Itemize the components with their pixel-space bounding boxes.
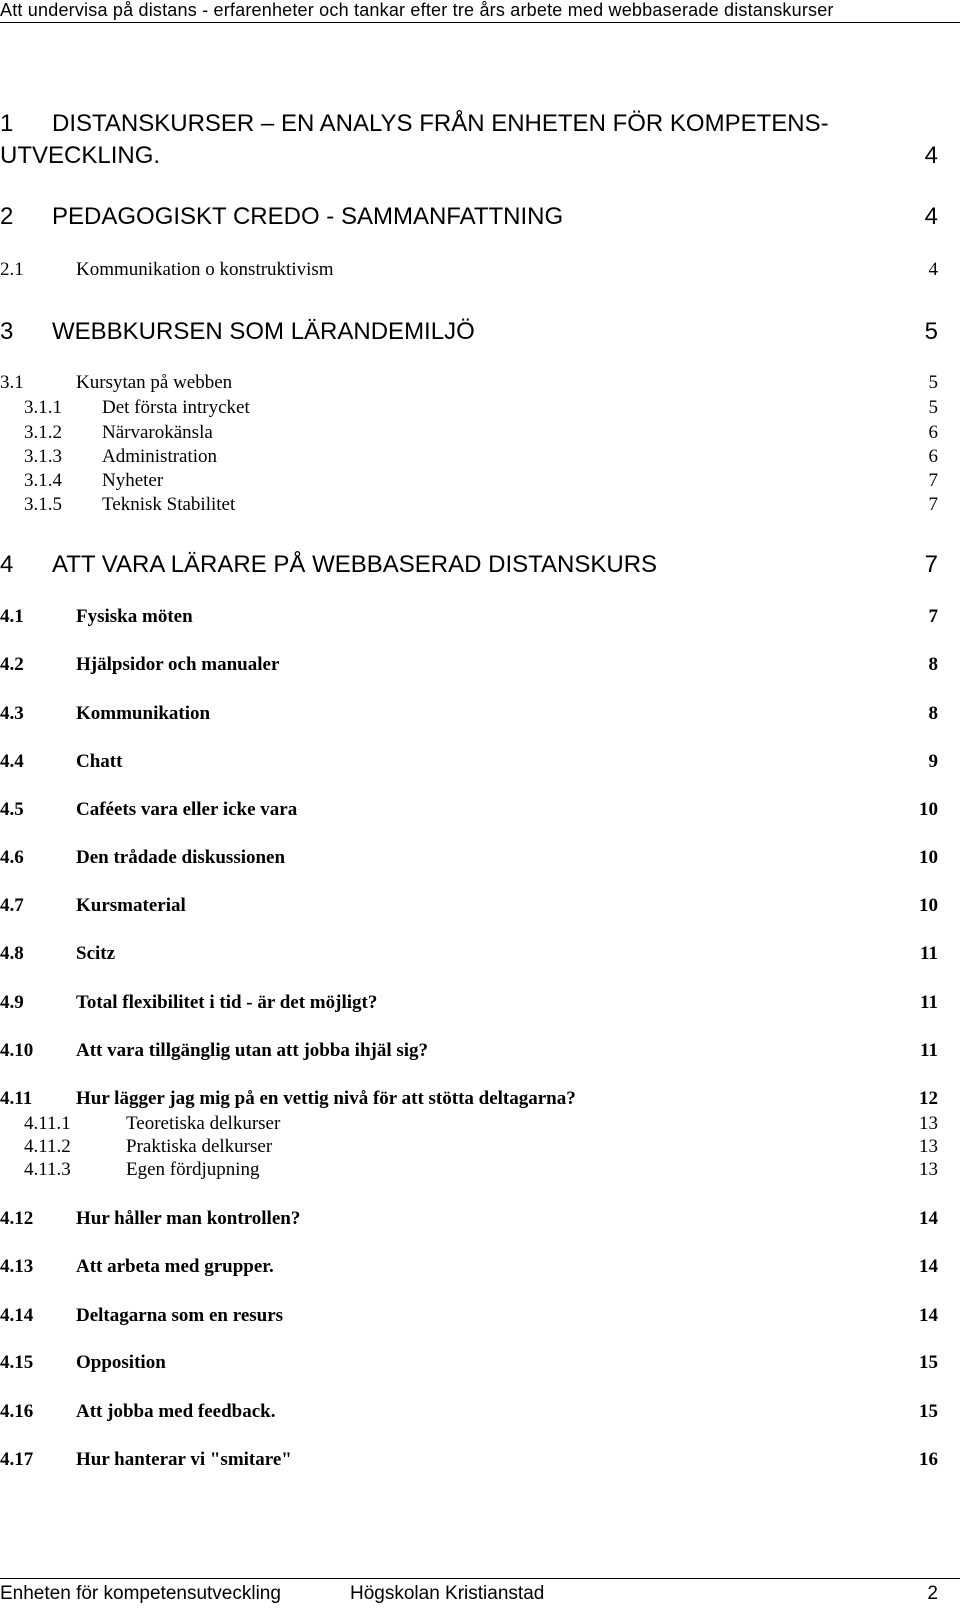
toc-entry-title: Att arbeta med grupper. xyxy=(76,1256,274,1277)
toc-entry-number: 4.8 xyxy=(0,943,24,964)
toc-entry-title: Kursmaterial xyxy=(76,895,186,916)
toc-entry-title: Caféets vara eller icke vara xyxy=(76,799,298,820)
toc-entry-title: Egen fördjupning xyxy=(126,1159,260,1180)
toc-entry-number: 4.10 xyxy=(0,1040,34,1061)
toc-entry-number: 4.11 xyxy=(0,1088,33,1109)
toc-entry-title: Det första intrycket xyxy=(102,397,250,418)
toc-entry-number: 4.15 xyxy=(0,1352,34,1373)
toc-entry-title: Administration xyxy=(102,446,218,467)
toc-entry-page: 15 xyxy=(919,1352,938,1373)
toc-entry-page: 4 xyxy=(924,142,938,169)
toc-entry-title-continued: UTVECKLING. xyxy=(0,142,161,169)
toc-entry-number: 2 xyxy=(0,203,14,230)
toc-entry-number: 4.5 xyxy=(0,799,24,820)
toc-entry-page: 5 xyxy=(928,397,938,418)
toc-entry-number: 4.6 xyxy=(0,847,24,868)
toc-entry-page: 5 xyxy=(924,318,938,345)
toc-entry-number: 4.13 xyxy=(0,1256,34,1277)
toc-entry-number: 4.1 xyxy=(0,606,24,627)
toc-entry-title: Teknisk Stabilitet xyxy=(102,494,236,515)
toc-entry-page: 4 xyxy=(924,203,938,230)
toc-entry-title: Scitz xyxy=(76,943,116,964)
footer-university: Högskolan Kristianstad xyxy=(350,1583,545,1604)
toc-entry-page: 7 xyxy=(928,494,938,515)
toc-entry-title: Närvarokänsla xyxy=(102,422,213,443)
toc-entry-number: 4.9 xyxy=(0,992,24,1013)
toc-entry-title: PEDAGOGISKT CREDO - SAMMANFATTNING xyxy=(52,203,564,230)
toc-entry-page: 8 xyxy=(928,703,938,724)
toc-entry-title: Hur lägger jag mig på en vettig nivå för att stötta deltagarna? xyxy=(76,1088,576,1109)
toc-entry-page: 13 xyxy=(919,1136,938,1157)
toc-entry-page: 16 xyxy=(919,1449,938,1470)
toc-entry-page: 10 xyxy=(919,895,938,916)
toc-entry-number: 4 xyxy=(0,551,14,578)
toc-entry-number: 4.11.1 xyxy=(24,1113,71,1134)
toc-entry-number: 3 xyxy=(0,318,14,345)
footer-page-number: 2 xyxy=(927,1583,938,1604)
toc-entry-title: Den trådade diskussionen xyxy=(76,847,286,868)
toc-entry-page: 4 xyxy=(928,259,938,280)
toc-entry-page: 7 xyxy=(928,606,938,627)
toc-entry-page: 14 xyxy=(919,1305,938,1326)
toc-entry-number: 3.1.3 xyxy=(24,446,62,467)
toc-entry-number: 1 xyxy=(0,110,14,137)
toc-entry-number: 4.12 xyxy=(0,1208,34,1229)
toc-entry-number: 4.14 xyxy=(0,1305,34,1326)
footer-department: Enheten för kompetensutveckling xyxy=(0,1583,281,1604)
toc-entry-title: ATT VARA LÄRARE PÅ WEBBASERAD DISTANSKURS xyxy=(52,551,658,578)
toc-entry-title: Nyheter xyxy=(102,470,164,491)
toc-entry-title: Praktiska delkurser xyxy=(126,1136,273,1157)
toc-entry-number: 4.2 xyxy=(0,654,24,675)
toc-entry-page: 5 xyxy=(928,372,938,393)
toc-entry-page: 11 xyxy=(920,992,938,1013)
toc-entry-number: 3.1.5 xyxy=(24,494,62,515)
toc-entry-page: 13 xyxy=(919,1159,938,1180)
toc-entry-page: 13 xyxy=(919,1113,938,1134)
toc-entry-number: 4.11.3 xyxy=(24,1159,71,1180)
toc-entry-number: 4.11.2 xyxy=(24,1136,71,1157)
toc-entry-number: 3.1 xyxy=(0,372,24,393)
toc-entry-title: Att jobba med feedback. xyxy=(76,1401,276,1422)
toc-entry-title: Hur hanterar vi "smitare" xyxy=(76,1449,292,1470)
toc-entry-page: 6 xyxy=(928,422,938,443)
toc-entry-number: 4.16 xyxy=(0,1401,34,1422)
toc-entry-title: Hur håller man kontrollen? xyxy=(76,1208,301,1229)
toc-entry-number: 4.17 xyxy=(0,1449,34,1470)
running-header: Att undervisa på distans - erfarenheter och tankar efter tre års arbete med webbaserade distanskurser xyxy=(0,0,834,20)
toc-entry-page: 14 xyxy=(919,1208,938,1229)
toc-entry-number: 3.1.4 xyxy=(24,470,62,491)
toc-entry-number: 4.3 xyxy=(0,703,24,724)
toc-entry-page: 7 xyxy=(924,551,938,578)
toc-entry-page: 8 xyxy=(928,654,938,675)
toc-entry-page: 6 xyxy=(928,446,938,467)
toc-entry-title: DISTANSKURSER – EN ANALYS FRÅN ENHETEN FÖR KOMPETENS- xyxy=(52,110,829,137)
footer-divider xyxy=(0,1578,960,1579)
toc-entry-title: Deltagarna som en resurs xyxy=(76,1305,284,1326)
toc-entry-title: Chatt xyxy=(76,751,123,772)
toc-entry-title: Kursytan på webben xyxy=(76,372,233,393)
toc-entry-title: Teoretiska delkurser xyxy=(126,1113,281,1134)
toc-entry-number: 3.1.1 xyxy=(24,397,62,418)
toc-entry-page: 11 xyxy=(920,943,938,964)
toc-entry-title: Total flexibilitet i tid - är det möjligt? xyxy=(76,992,378,1013)
toc-entry-number: 3.1.2 xyxy=(24,422,62,443)
toc-entry-page: 11 xyxy=(920,1040,938,1061)
toc-entry-title: Opposition xyxy=(76,1352,166,1373)
toc-entry-page: 14 xyxy=(919,1256,938,1277)
toc-entry-number: 2.1 xyxy=(0,259,24,280)
toc-entry-page: 10 xyxy=(919,799,938,820)
toc-entry-page: 12 xyxy=(919,1088,938,1109)
toc-entry-number: 4.4 xyxy=(0,751,24,772)
toc-entry-title: Kommunikation xyxy=(76,703,211,724)
toc-entry-page: 7 xyxy=(928,470,938,491)
toc-entry-title: Kommunikation o konstruktivism xyxy=(76,259,334,280)
toc-entry-number: 4.7 xyxy=(0,895,24,916)
toc-entry-page: 9 xyxy=(928,751,938,772)
toc-entry-title: Att vara tillgänglig utan att jobba ihjäl sig? xyxy=(76,1040,429,1061)
toc-entry-page: 15 xyxy=(919,1401,938,1422)
toc-entry-title: Fysiska möten xyxy=(76,606,193,627)
toc-entry-title: Hjälpsidor och manualer xyxy=(76,654,280,675)
toc-entry-title: WEBBKURSEN SOM LÄRANDEMILJÖ xyxy=(52,318,475,345)
toc-entry-page: 10 xyxy=(919,847,938,868)
